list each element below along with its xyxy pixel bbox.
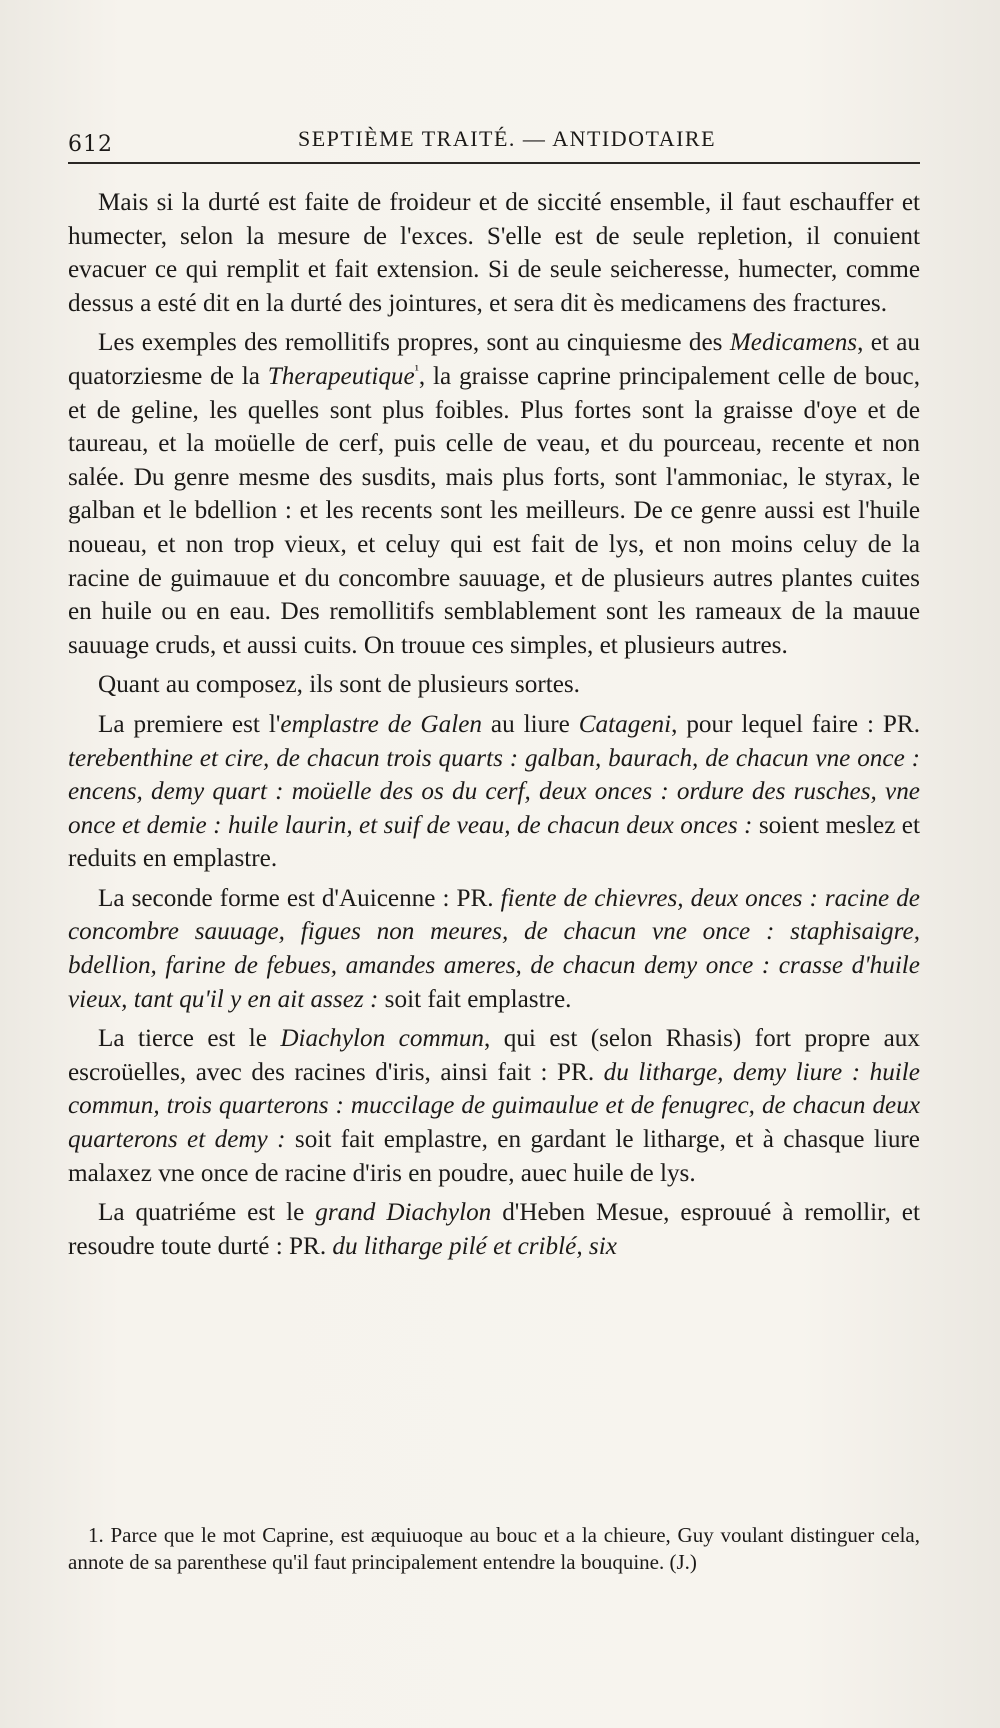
footnote-marker: ¹ [414,363,419,379]
text-run: , la graisse caprine principalement celle de bouc, et de geline, les quelles sont plus foibles. Plus fortes sont la graisse d'oye et de taureau, et la moüelle de cerf, puis celle de veau, et du pourceau, recente et non salée. Du genre mesme des susdits, mais plus forts, sont l'ammoniac, le styrax, le galban et le bdellion : et les recents sont les meilleurs. De ce genre aussi est l'huile noueau, et non trop vieux, et celuy qui est fait de lys, et non moins celuy de la racine de guimauue et du concombre sauuage, et de plusieurs autres plantes cuites en huile ou en eau. Des remollitifs semblablement sont les rameaux de la mauue sauuage cruds, et aussi cuits. On trouue ces simples, et plusieurs autres. [68,362,921,659]
italic-text: fiente de chievres, deux onces : racine de concombre sauuage, figues non meures, de chacun vne once : staphisaigre, bdellion, farine de febues, amandes ameres, de chacun demy once : crasse d'huile vieux, tant qu'il y en ait assez : [68,884,920,1013]
text-run: La premiere est l' [98,710,281,738]
italic-text: emplastre de Galen [280,710,482,738]
text-run: La tierce est le [98,1025,281,1053]
text-run: Les exemples des remollitifs propres, sont au cinquiesme des [98,329,730,357]
italic-text: du litharge, demy liure : huile commun, trois quarterons : muccilage de guimaulue et de fenugrec, de chacun deux quarterons et demy : [68,1058,920,1154]
paragraph [68,326,920,662]
text-run: soit fait emplastre, en gardant le litharge, et à chasque liure malaxez vne once de racine d'iris en poudre, auec huile de lys. [68,1126,920,1187]
paragraph [68,668,920,702]
paragraph [68,1196,920,1263]
text-run: , et au quatorziesme de la [68,329,921,390]
italic-text: Therapeutique [267,362,415,390]
page-header [68,118,920,164]
paragraph [68,186,920,320]
footnote [68,1522,920,1576]
footnote-text: 1. Parce que le mot Caprine, est æquiuoque au bouc et a la chieure, Guy voulant distinguer cela, annote de sa parenthese qu'il faut principalement entendre la bouquine. (J.) [68,1523,920,1574]
text-run: , pour lequel faire : PR. [671,710,921,738]
text-run: Quant au composez, ils sont de plusieurs sortes. [98,671,580,699]
text-run: d'Heben Mesue, esprouué à remollir, et resoudre toute durté : PR. [68,1199,920,1260]
text-run: , qui est (selon Rhasis) fort propre aux escroüelles, avec des racines d'iris, ainsi fait : PR. [68,1025,920,1086]
italic-text: du litharge pilé et criblé, six [332,1232,617,1260]
paragraph [68,1022,920,1190]
running-head: SEPTIÈME TRAITÉ. — ANTIDOTAIRE [298,126,717,151]
page-number: 612 [68,132,113,157]
paragraph [68,882,920,1016]
italic-text: grand Diachylon [315,1199,492,1227]
italic-text: Catageni [578,710,672,738]
text-run: soient meslez et reduits en emplastre. [68,811,920,873]
body-text [68,186,920,1269]
text-run: Mais si la durté est faite de froideur et de siccité ensemble, il faut eschauffer et humecter, selon la mesure de l'exces. S'elle est de seule repletion, il conuient evacuer ce qui remplit et fait extension. Si de seule seicheresse, humecter, comme dessus a esté dit en la durté des jointures, et sera dit ès medicamens des fractures. [68,189,920,317]
italic-text: Diachylon commun [280,1025,485,1053]
text-run: La quatriéme est le [98,1199,316,1227]
italic-text: terebenthine et cire, de chacun trois quarts : galban, baurach, de chacun vne once : encens, demy quart : moüelle des os du cerf, deux onces : ordure des rusches, vne once et demie : huile laurin, et suif de veau, de chacun deux onces : [68,744,920,839]
text-run: La seconde forme est d'Auicenne : PR. [98,884,501,912]
paragraph [68,708,920,876]
italic-text: Medicamens [729,329,858,357]
text-run: au liure [482,710,579,738]
text-run: soit fait emplastre. [378,985,572,1013]
